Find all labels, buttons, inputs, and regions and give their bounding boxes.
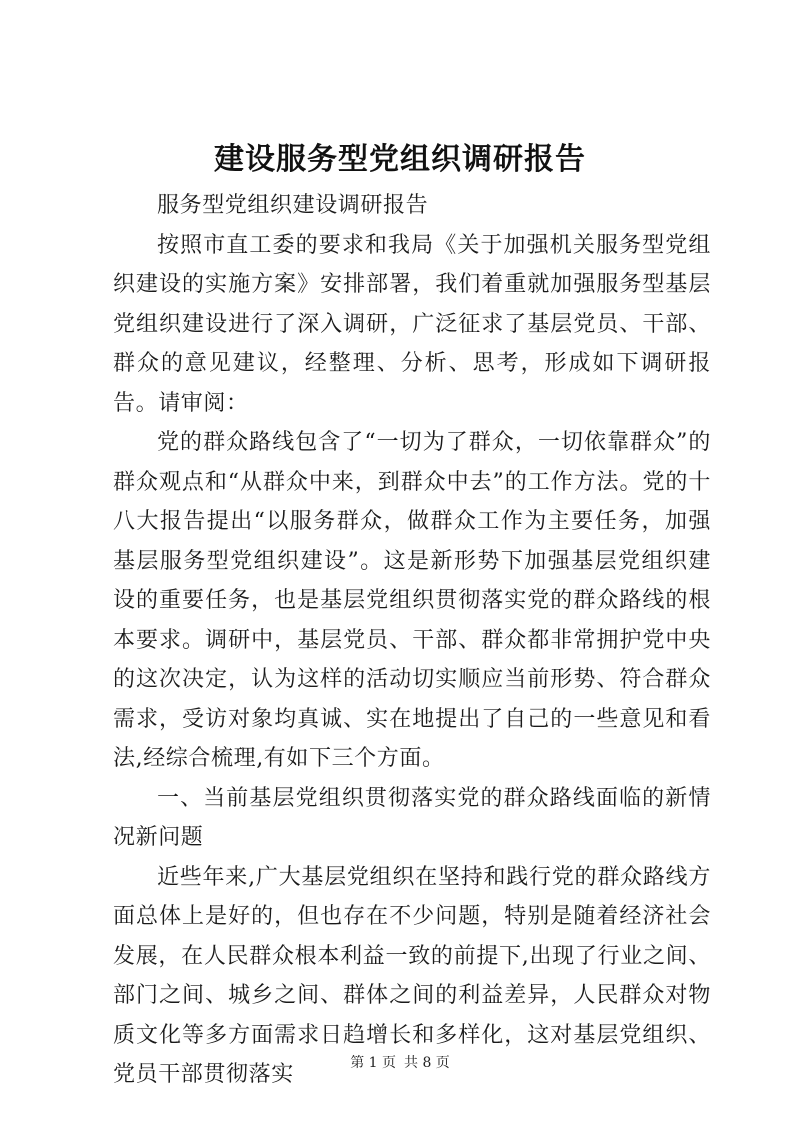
- recent-years-paragraph: 近些年来,广大基层党组织在坚持和践行党的群众路线方面总体上是好的，但也存在不少问题，特别是随着经济社会发展，在人民群众根本利益一致的前提下,出现了行业之间、部门之间、城乡之间、群体之间的利益差异，人民群众对物质文化等多方面需求日趋增长和多样化，这对基层党组织、党员干部贯彻落实: [113, 864, 711, 1087]
- section-heading: 一、当前基层党组织贯彻落实党的群众路线面临的新情况新问题: [113, 785, 711, 850]
- page-number: 第 1 页: [350, 1055, 396, 1071]
- page-total: 共 8 页: [404, 1055, 450, 1071]
- page-footer: [0, 1053, 800, 1073]
- document-title: 建设服务型党组织调研报告: [214, 142, 586, 177]
- intro-paragraph: 按照市直工委的要求和我局《关于加强机关服务型党组织建设的实施方案》安排部署，我们着重就加强服务型基层党组织建设进行了深入调研，广泛征求了基层党员、干部、群众的意见建议，经整理、分析、思考，形成如下调研报告。请审阅：: [113, 232, 711, 416]
- subtitle-paragraph: 服务型党组织建设调研报告: [157, 193, 429, 218]
- document-body: [113, 186, 711, 1095]
- mass-line-paragraph: 党的群众路线包含了“一切为了群众，一切依靠群众”的群众观点和“从群众中来，到群众中去”的工作方法。党的十八大报告提出“以服务群众，做群众工作为主要任务，加强基层服务型党组织建设”。这是新形势下加强基层党组织建设的重要任务，也是基层党组织贯彻落实党的群众路线的根本要求。调研中，基层党员、干部、群众都非常拥护党中央的这次决定，认为这样的活动切实顺应当前形势、符合群众需求，受访对象均真诚、实在地提出了自己的一些意见和看法,经综合梳理,有如下三个方面。: [113, 430, 711, 771]
